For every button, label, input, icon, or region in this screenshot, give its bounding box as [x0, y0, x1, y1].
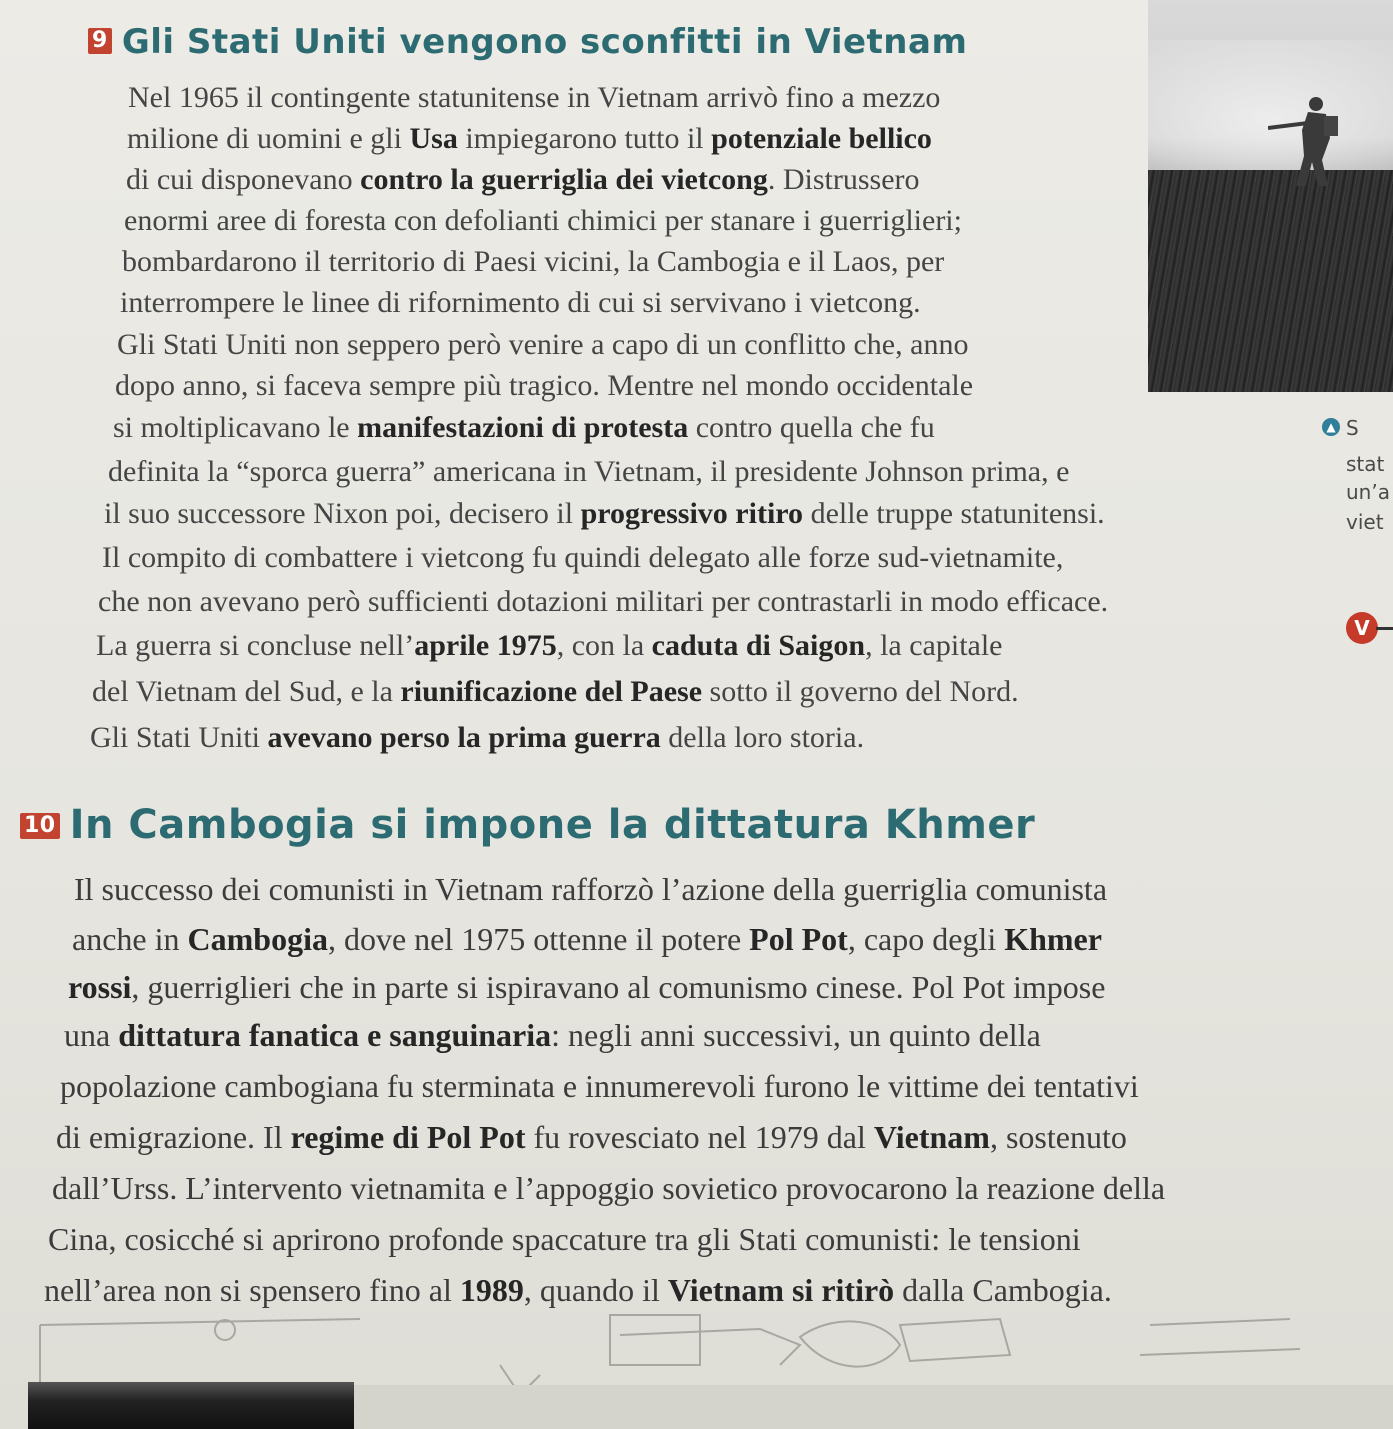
- text-run: fu rovesciato nel 1979 dal: [525, 1119, 874, 1155]
- text-run: di emigrazione. Il: [56, 1119, 291, 1155]
- text-line: [115, 368, 973, 404]
- text-run: , capo degli: [847, 921, 1005, 957]
- text-run: , dove nel 1975 ottenne il potere: [327, 921, 750, 957]
- section-9-number: 9: [88, 28, 112, 54]
- text-line: [126, 162, 920, 198]
- text-line: [74, 869, 1107, 909]
- text-line: [52, 1168, 1165, 1208]
- text-run: interrompere le linee di rifornimento di cui si servivano i vietcong.: [120, 286, 921, 319]
- bold-keyword: contro la guerriglia dei vietcong: [360, 163, 768, 196]
- text-run: , quando il: [523, 1272, 668, 1308]
- text-line: [104, 496, 1105, 532]
- text-run: , con la: [556, 629, 652, 662]
- text-line: [60, 1066, 1139, 1106]
- soldier-photo: [1148, 0, 1393, 392]
- bottom-paper-edge: [354, 1385, 1393, 1429]
- photo-grass: [1148, 170, 1393, 392]
- section-9-title: Gli Stati Uniti vengono sconfitti in Vietnam: [121, 22, 968, 62]
- text-run: dalla Cambogia.: [894, 1272, 1112, 1308]
- text-run: anche in: [72, 921, 188, 957]
- text-line: [98, 584, 1108, 620]
- text-run: che non avevano però sufficienti dotazioni militari per contrastarli in modo efficace.: [98, 585, 1109, 618]
- text-line: [128, 80, 940, 116]
- text-run: bombardarono il territorio di Paesi vicini, la Cambogia e il Laos, per: [122, 245, 945, 278]
- text-line: [64, 1015, 1041, 1055]
- text-line: [127, 121, 932, 157]
- v-badge-icon: V: [1346, 612, 1378, 644]
- text-run: del Vietnam del Sud, e la: [92, 675, 401, 708]
- margin-note: un’a: [1346, 480, 1390, 504]
- bold-keyword: Usa: [409, 122, 458, 155]
- text-line: [113, 410, 935, 446]
- section-9-heading: [88, 22, 967, 62]
- text-run: delle truppe statunitensi.: [803, 497, 1105, 530]
- text-run: , la capitale: [865, 629, 1003, 662]
- margin-note: S: [1346, 416, 1359, 440]
- text-line: [120, 285, 921, 321]
- bold-keyword: regime di Pol Pot: [290, 1119, 526, 1155]
- bold-keyword: Pol Pot: [749, 921, 848, 957]
- bold-keyword: dittatura fanatica e sanguinaria: [118, 1017, 552, 1053]
- text-line: [102, 540, 1063, 576]
- bold-keyword: rossi: [68, 969, 132, 1005]
- badge-connector: [1376, 627, 1393, 630]
- text-run: popolazione cambogiana fu sterminata e innumerevoli furono le vittime dei tentativi: [60, 1068, 1139, 1104]
- text-run: definita la “sporca guerra” americana in Vietnam, il presidente Johnson prima, e: [108, 455, 1070, 488]
- margin-marker-icon: ▲: [1322, 418, 1340, 436]
- text-run: della loro storia.: [660, 721, 865, 754]
- text-line: [68, 967, 1105, 1007]
- text-run: il suo successore Nixon poi, decisero il: [104, 497, 581, 530]
- text-line: [48, 1219, 1081, 1259]
- bold-keyword: Khmer: [1004, 921, 1102, 957]
- text-run: di cui disponevano: [126, 163, 361, 196]
- text-line: [122, 244, 944, 280]
- text-run: milione di uomini e gli: [127, 122, 410, 155]
- text-run: dopo anno, si faceva sempre più tragico. Mentre nel mondo occidentale: [115, 369, 974, 402]
- text-run: nell’area non si spensero fino al: [44, 1272, 460, 1308]
- bold-keyword: 1989: [459, 1272, 524, 1308]
- text-run: Il compito di combattere i vietcong fu quindi delegato alle forze sud-vietnamite,: [102, 541, 1064, 574]
- bold-keyword: avevano perso la prima guerra: [267, 721, 661, 754]
- text-run: una: [64, 1017, 119, 1053]
- bold-keyword: Vietnam: [873, 1119, 990, 1155]
- bold-keyword: aprile 1975: [414, 629, 557, 662]
- text-run: sotto il governo del Nord.: [702, 675, 1019, 708]
- text-run: si moltiplicavano le: [113, 411, 358, 444]
- text-run: Gli Stati Uniti: [90, 721, 268, 754]
- text-run: La guerra si concluse nell’: [96, 629, 415, 662]
- text-line: [92, 674, 1019, 710]
- text-run: Cina, cosicché si aprirono profonde spaccature tra gli Stati comunisti: le tensioni: [48, 1221, 1081, 1257]
- bold-keyword: caduta di Saigon: [651, 629, 866, 662]
- text-run: dall’Urss. L’intervento vietnamita e l’appoggio sovietico provocarono la reazione della: [52, 1170, 1166, 1206]
- text-run: : negli anni successivi, un quinto della: [551, 1017, 1041, 1053]
- text-line: [72, 919, 1102, 959]
- text-run: impiegarono tutto il: [457, 122, 712, 155]
- text-line: [96, 628, 1003, 664]
- text-line: [90, 720, 864, 756]
- text-run: , sostenuto: [989, 1119, 1127, 1155]
- bold-keyword: progressivo ritiro: [580, 497, 804, 530]
- text-line: [56, 1117, 1127, 1157]
- text-run: Nel 1965 il contingente statunitense in Vietnam arrivò fino a mezzo: [128, 81, 941, 114]
- text-line: [44, 1270, 1112, 1310]
- bold-keyword: manifestazioni di protesta: [357, 411, 689, 444]
- text-line: [124, 203, 962, 239]
- text-line: [117, 327, 968, 363]
- section-10-title: In Cambogia si impone la dittatura Khmer: [69, 802, 1036, 848]
- bold-keyword: Cambogia: [187, 921, 328, 957]
- soldier-silhouette: [1268, 90, 1358, 190]
- text-run: , guerriglieri che in parte si ispiravano al comunismo cinese. Pol Pot impose: [131, 969, 1106, 1005]
- text-run: contro quella che fu: [688, 411, 935, 444]
- bold-keyword: potenziale bellico: [711, 122, 932, 155]
- text-run: Gli Stati Uniti non seppero però venire a capo di un conflitto che, anno: [117, 328, 969, 361]
- bold-keyword: Vietnam si ritirò: [667, 1272, 895, 1308]
- section-10-number: 10: [20, 813, 60, 839]
- bottom-photo-strip: [28, 1382, 354, 1429]
- bold-keyword: riunificazione del Paese: [400, 675, 703, 708]
- margin-note: viet: [1346, 510, 1384, 534]
- text-line: [108, 454, 1069, 490]
- text-run: Il successo dei comunisti in Vietnam rafforzò l’azione della guerriglia comunista: [74, 871, 1108, 907]
- text-run: . Distrussero: [767, 163, 920, 196]
- text-run: enormi aree di foresta con defolianti chimici per stanare i guerriglieri;: [124, 204, 962, 237]
- margin-note: stat: [1346, 452, 1385, 476]
- section-10-heading: [20, 802, 1035, 848]
